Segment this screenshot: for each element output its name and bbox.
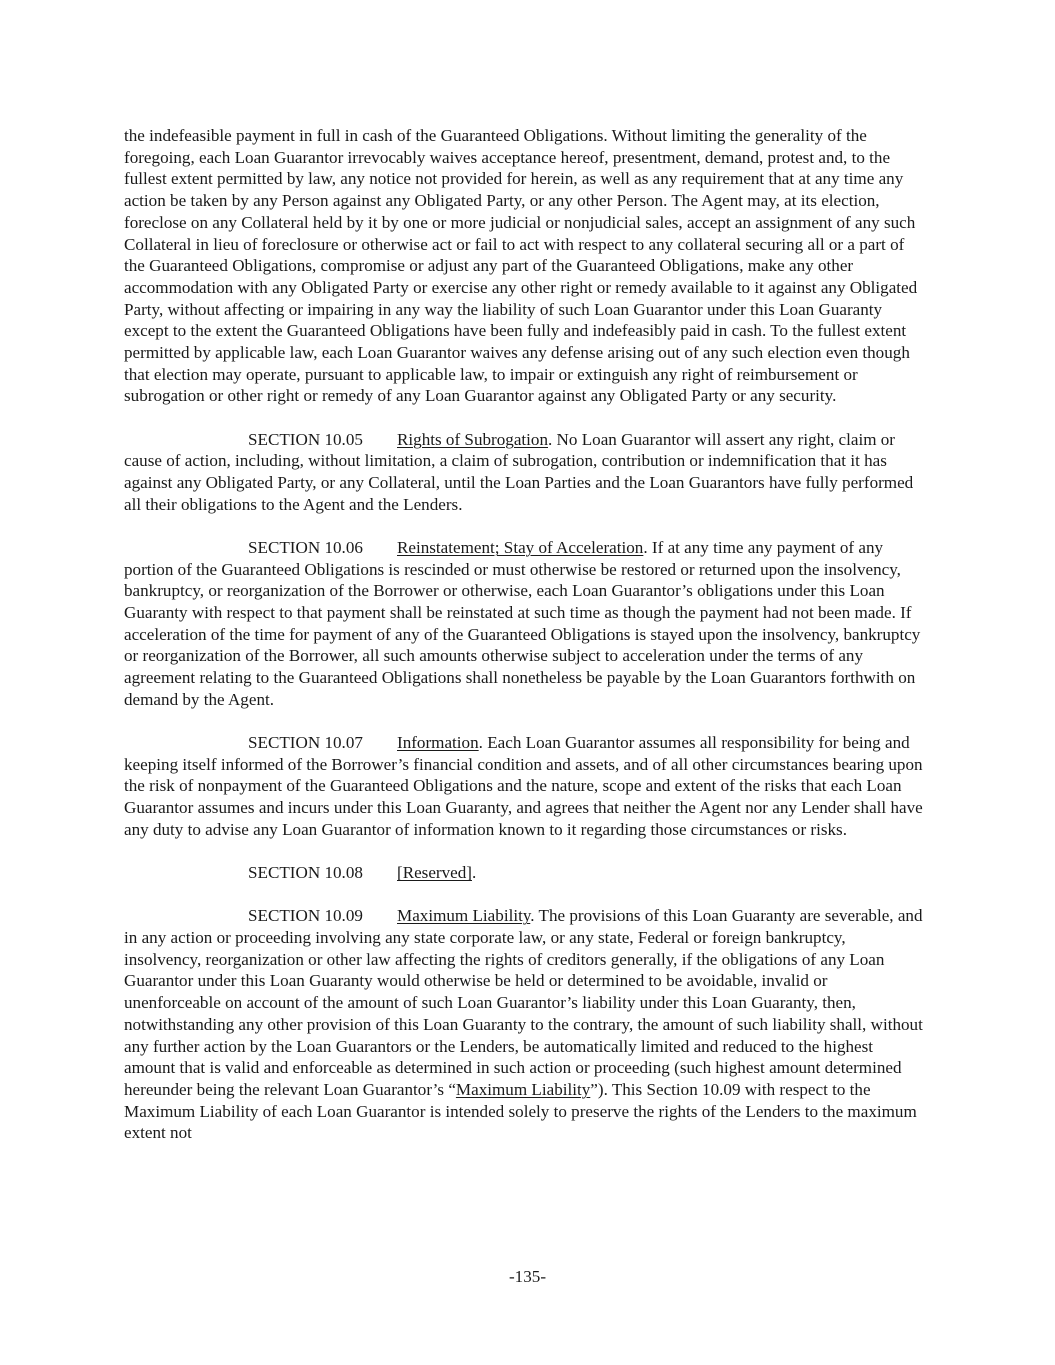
section-number: SECTION 10.05 — [248, 429, 363, 449]
section-10-05 — [124, 429, 924, 516]
section-title: Information — [397, 733, 479, 753]
section-text: . If at any time any payment of any portion of the Guaranteed Obligations is rescinded or must otherwise be restored or returned upon the insolvency, bankruptcy, or reorganization of the Borrower or otherwise, each Loan Guarantor’s obligations under this Loan Guaranty with respect to that payment shall be reinstated at such time as though the payment had not been made. If acceleration of the time for payment of any of the Guaranteed Obligations is stayed upon the insolvency, bankruptcy or reorganization of the Borrower, all such amounts otherwise subject to acceleration under the terms of any agreement relating to the Guaranteed Obligations shall nonetheless be payable by the Loan Guarantors forthwith on demand by the Agent. — [124, 537, 921, 709]
defined-term: Maximum Liability — [455, 1079, 591, 1099]
section-text: . Each Loan Guarantor assumes all responsibility for being and keeping itself informed of the Borrower’s financial condition and assets, and of all other circumstances bearing upon the risk of nonpayment of the Guaranteed Obligations and the nature, scope and extent of the risks that each Loan Guarantor assumes and incurs under this Loan Guaranty, and agrees that neither the Agent nor any Lender shall have any duty to advise any Loan Guarantor of information known to it regarding those circumstances or risks. — [124, 733, 923, 839]
section-number: SECTION 10.07 — [248, 733, 363, 753]
section-text: . — [472, 863, 477, 883]
section-number: SECTION 10.06 — [248, 537, 363, 557]
section-10-09 — [124, 905, 924, 1144]
document-body — [124, 125, 924, 1166]
page-number: -135- — [508, 1267, 547, 1286]
section-text: . The provisions of this Loan Guaranty are severable, and in any action or proceeding involving any state corporate law, or any state, Federal or foreign bankruptcy, insolvency, reorganization or other law affecting the rights of creditors generally, if the obligations of any Loan Guarantor under this Loan Guaranty would otherwise be held or determined to be avoidable, invalid or unenforceable on account of the amount of such Loan Guarantor’s liability under this Loan Guaranty, then, notwithstanding any other provision of this Loan Guaranty to the contrary, the amount of such liability shall, without any further action by the Loan Guarantors or the Lenders, be automatically limited and reduced to the highest amount that is valid and enforceable as determined in such action or proceeding (such highest amount determined hereunder being the relevant Loan Guarantor’s “ — [124, 906, 923, 1099]
section-10-07 — [124, 732, 924, 841]
section-title: Maximum Liability — [397, 906, 531, 926]
section-text: . No Loan Guarantor will assert any right, claim or cause of action, including, without limitation, a claim of subrogation, contribution or indemnification that it has against any Obligated Party, or any Collateral, until the Loan Parties and the Loan Guarantors have fully performed all their obligations to the Agent and the Lenders. — [124, 429, 914, 514]
section-title: Rights of Subrogation — [397, 429, 548, 449]
section-title: [Reserved] — [397, 863, 472, 883]
section-title: Reinstatement; Stay of Acceleration — [397, 537, 644, 557]
section-10-08 — [124, 862, 924, 884]
intro-paragraph: the indefeasible payment in full in cash of the Guaranteed Obligations. Without limiting the generality of the foregoing, each Loan Guarantor irrevocably waives acceptance hereof, presentment, demand, protest and, to the fullest extent permitted by law, any notice not provided for herein, as well as any requirement that at any time any action be taken by any Person against any Obligated Party, or any other Person. The Agent may, at its election, foreclose on any Collateral held by it by one or more judicial or nonjudicial sales, accept an assignment of any such Collateral in lieu of foreclosure or otherwise act or fail to act with respect to any collateral securing all or a part of the Guaranteed Obligations, compromise or adjust any part of the Guaranteed Obligations, make any other accommodation with any Obligated Party or exercise any other right or remedy available to it against any Obligated Party, without affecting or impairing in any way the liability of such Loan Guarantor under this Loan Guaranty except to the extent the Guaranteed Obligations have been fully and indefeasibly paid in cash. To the fullest extent permitted by applicable law, each Loan Guarantor waives any defense arising out of any such election even though that election may operate, pursuant to applicable law, to impair or extinguish any right of reimbursement or subrogation or other right or remedy of any Loan Guarantor against any Obligated Party or any security. — [124, 126, 918, 406]
section-10-06 — [124, 537, 924, 711]
section-text-continued: ”). This Section 10.09 with respect to the Maximum Liability of each Loan Guarantor is intended solely to preserve the rights of the Lenders to the maximum extent not — [124, 1079, 917, 1143]
section-number: SECTION 10.09 — [248, 906, 363, 926]
section-number: SECTION 10.08 — [248, 863, 363, 883]
